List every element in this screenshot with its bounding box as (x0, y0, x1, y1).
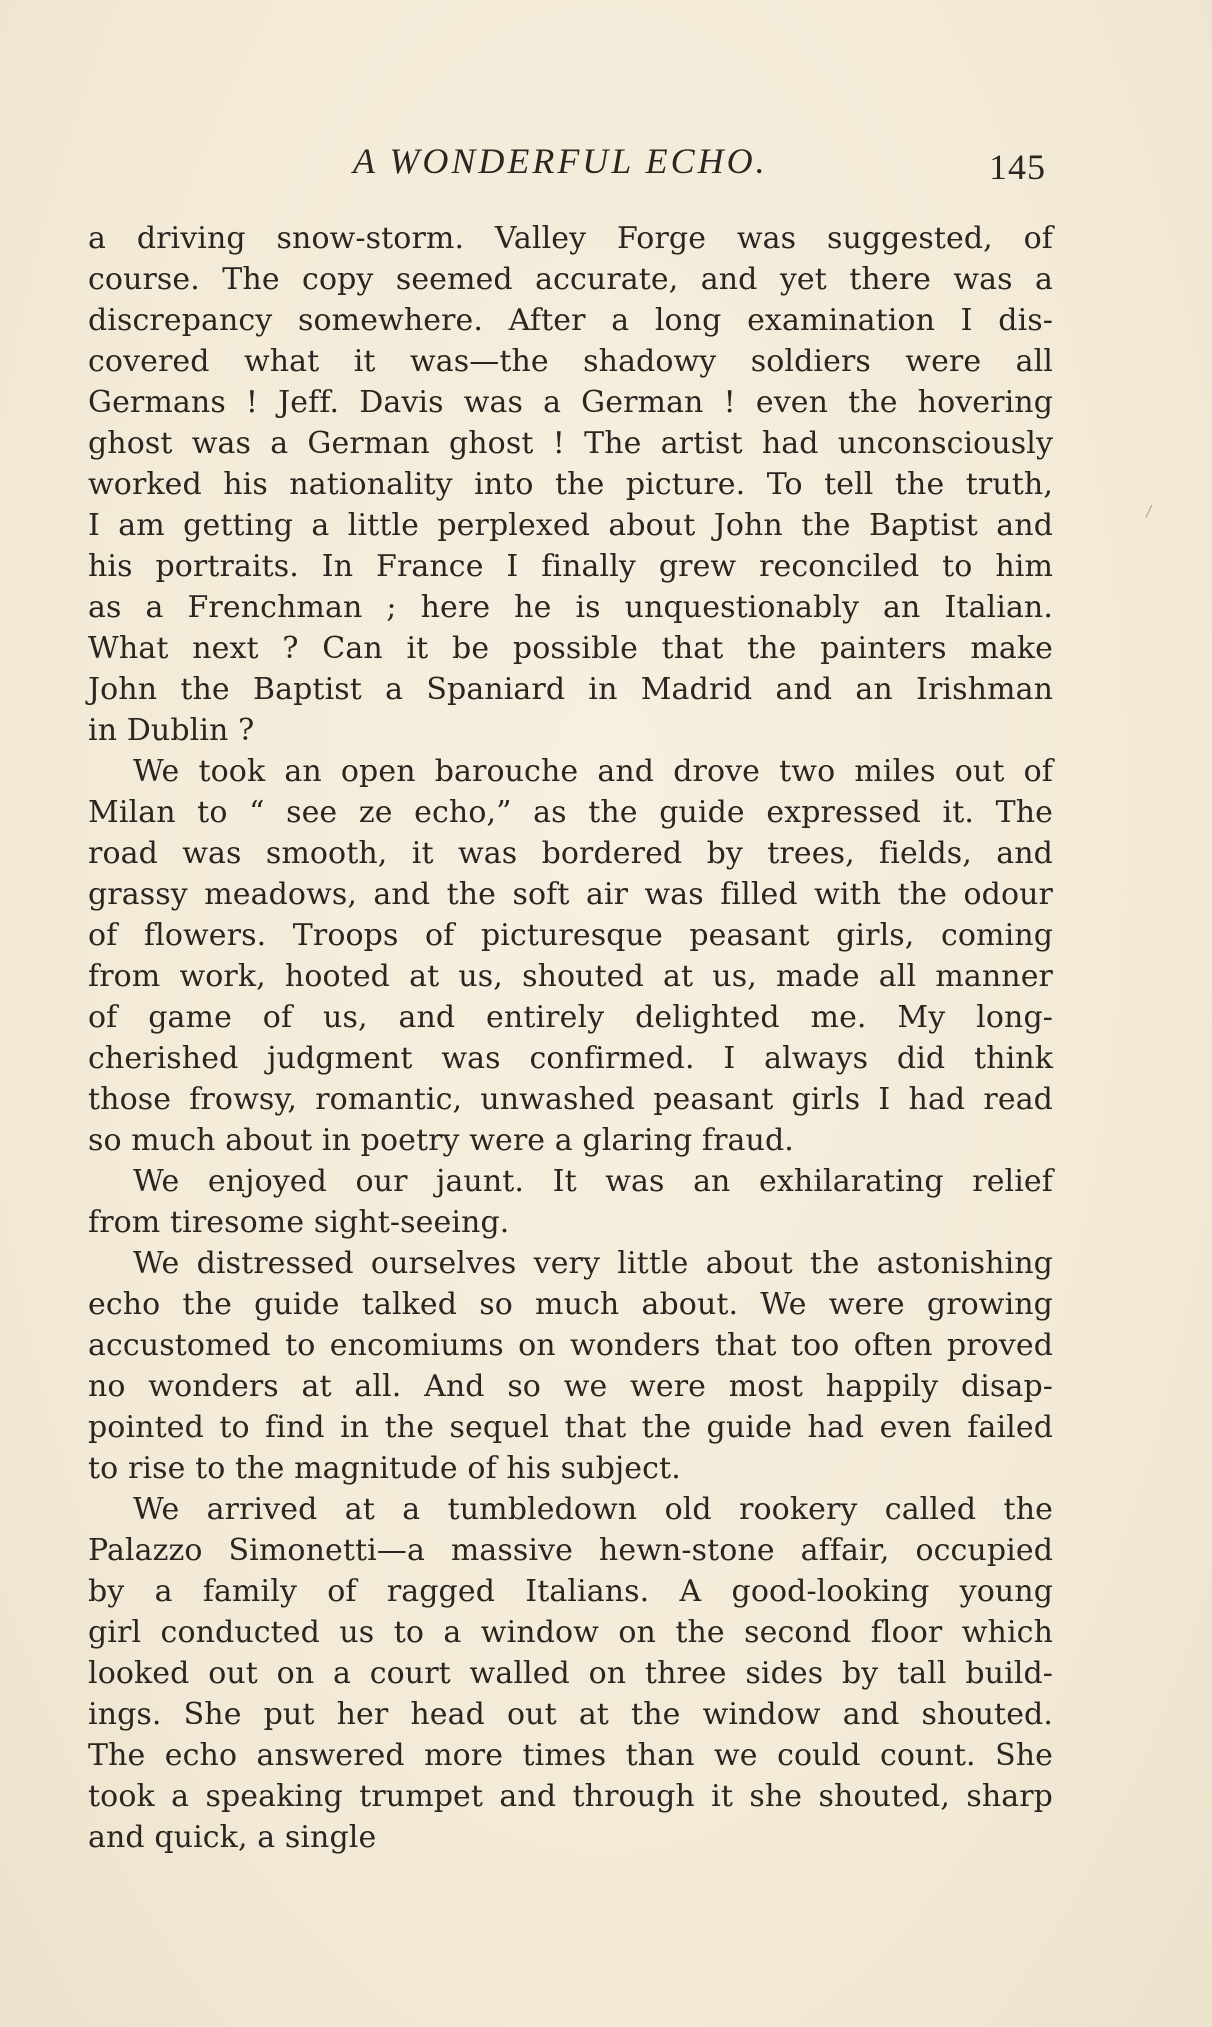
paragraph-first-line: We arrived at a tumbledown old rookery called the (133, 1492, 1053, 1527)
text-line: of flowers. Troops of picturesque peasant girls, coming (88, 918, 1053, 953)
text-line: course. The copy seemed accurate, and yet there was a (88, 262, 1053, 297)
text-line: looked out on a court walled on three sides by tall build- (88, 1656, 1053, 1691)
text-line: worked his nationality into the picture. To tell the truth, (88, 467, 1053, 502)
text-line: those frowsy, romantic, unwashed peasant girls I had read (88, 1082, 1053, 1117)
text-line: pointed to find in the sequel that the guide had even failed (88, 1410, 1053, 1445)
text-line: discrepancy somewhere. After a long examination I dis- (88, 303, 1053, 338)
text-line: ghost was a German ghost ! The artist had unconsciously (88, 426, 1053, 461)
text-line: cherished judgment was confirmed. I always did think (88, 1041, 1053, 1076)
text-line: ings. She put her head out at the window and shouted. (88, 1697, 1053, 1732)
paragraph-first-line: We enjoyed our jaunt. It was an exhilarating relief (133, 1164, 1053, 1199)
text-line: The echo answered more times than we could count. She (88, 1738, 1053, 1773)
text-line: and quick, a single (88, 1820, 377, 1855)
text-line: John the Baptist a Spaniard in Madrid and an Irishman (88, 672, 1053, 707)
text-line: his portraits. In France I finally grew reconciled to him (88, 549, 1053, 584)
body-text (88, 218, 1053, 1858)
text-line: covered what it was—the shadowy soldiers were all (88, 344, 1053, 379)
text-line: to rise to the magnitude of his subject. (88, 1451, 681, 1486)
text-line: echo the guide talked so much about. We were growing (88, 1287, 1053, 1322)
text-line: accustomed to encomiums on wonders that too often proved (88, 1328, 1053, 1363)
running-head (88, 140, 1058, 190)
running-title: A WONDERFUL ECHO. (353, 141, 768, 181)
paragraph-first-line: We distressed ourselves very little about the astonishing (133, 1246, 1053, 1281)
text-line: girl conducted us to a window on the second floor which (88, 1615, 1053, 1650)
text-line: from tiresome sight-seeing. (88, 1205, 510, 1240)
text-line: Milan to “ see ze echo,” as the guide expressed it. The (88, 795, 1053, 830)
text-line: so much about in poetry were a glaring fraud. (88, 1123, 794, 1158)
margin-mark (1145, 505, 1159, 521)
text-line: road was smooth, it was bordered by trees, fields, and (88, 836, 1053, 871)
text-line: from work, hooted at us, shouted at us, made all manner (88, 959, 1053, 994)
text-line: Germans ! Jeff. Davis was a German ! even the hovering (88, 385, 1053, 420)
text-line: took a speaking trumpet and through it she shouted, sharp (88, 1779, 1053, 1814)
text-line: in Dublin ? (88, 713, 255, 748)
text-line: grassy meadows, and the soft air was filled with the odour (88, 877, 1053, 912)
text-line: What next ? Can it be possible that the painters make (88, 631, 1053, 666)
paragraph-first-line: We took an open barouche and drove two miles out of (133, 754, 1053, 789)
text-line: by a family of ragged Italians. A good-looking young (88, 1574, 1053, 1609)
text-line: as a Frenchman ; here he is unquestionably an Italian. (88, 590, 1053, 625)
text-line: I am getting a little perplexed about John the Baptist and (88, 508, 1053, 543)
text-line: of game of us, and entirely delighted me. My long- (88, 1000, 1053, 1035)
text-line: Palazzo Simonetti—a massive hewn-stone affair, occupied (88, 1533, 1053, 1568)
text-line: no wonders at all. And so we were most happily disap- (88, 1369, 1053, 1404)
text-line: a driving snow-storm. Valley Forge was suggested, of (88, 221, 1053, 256)
page-number: 145 (989, 147, 1046, 187)
